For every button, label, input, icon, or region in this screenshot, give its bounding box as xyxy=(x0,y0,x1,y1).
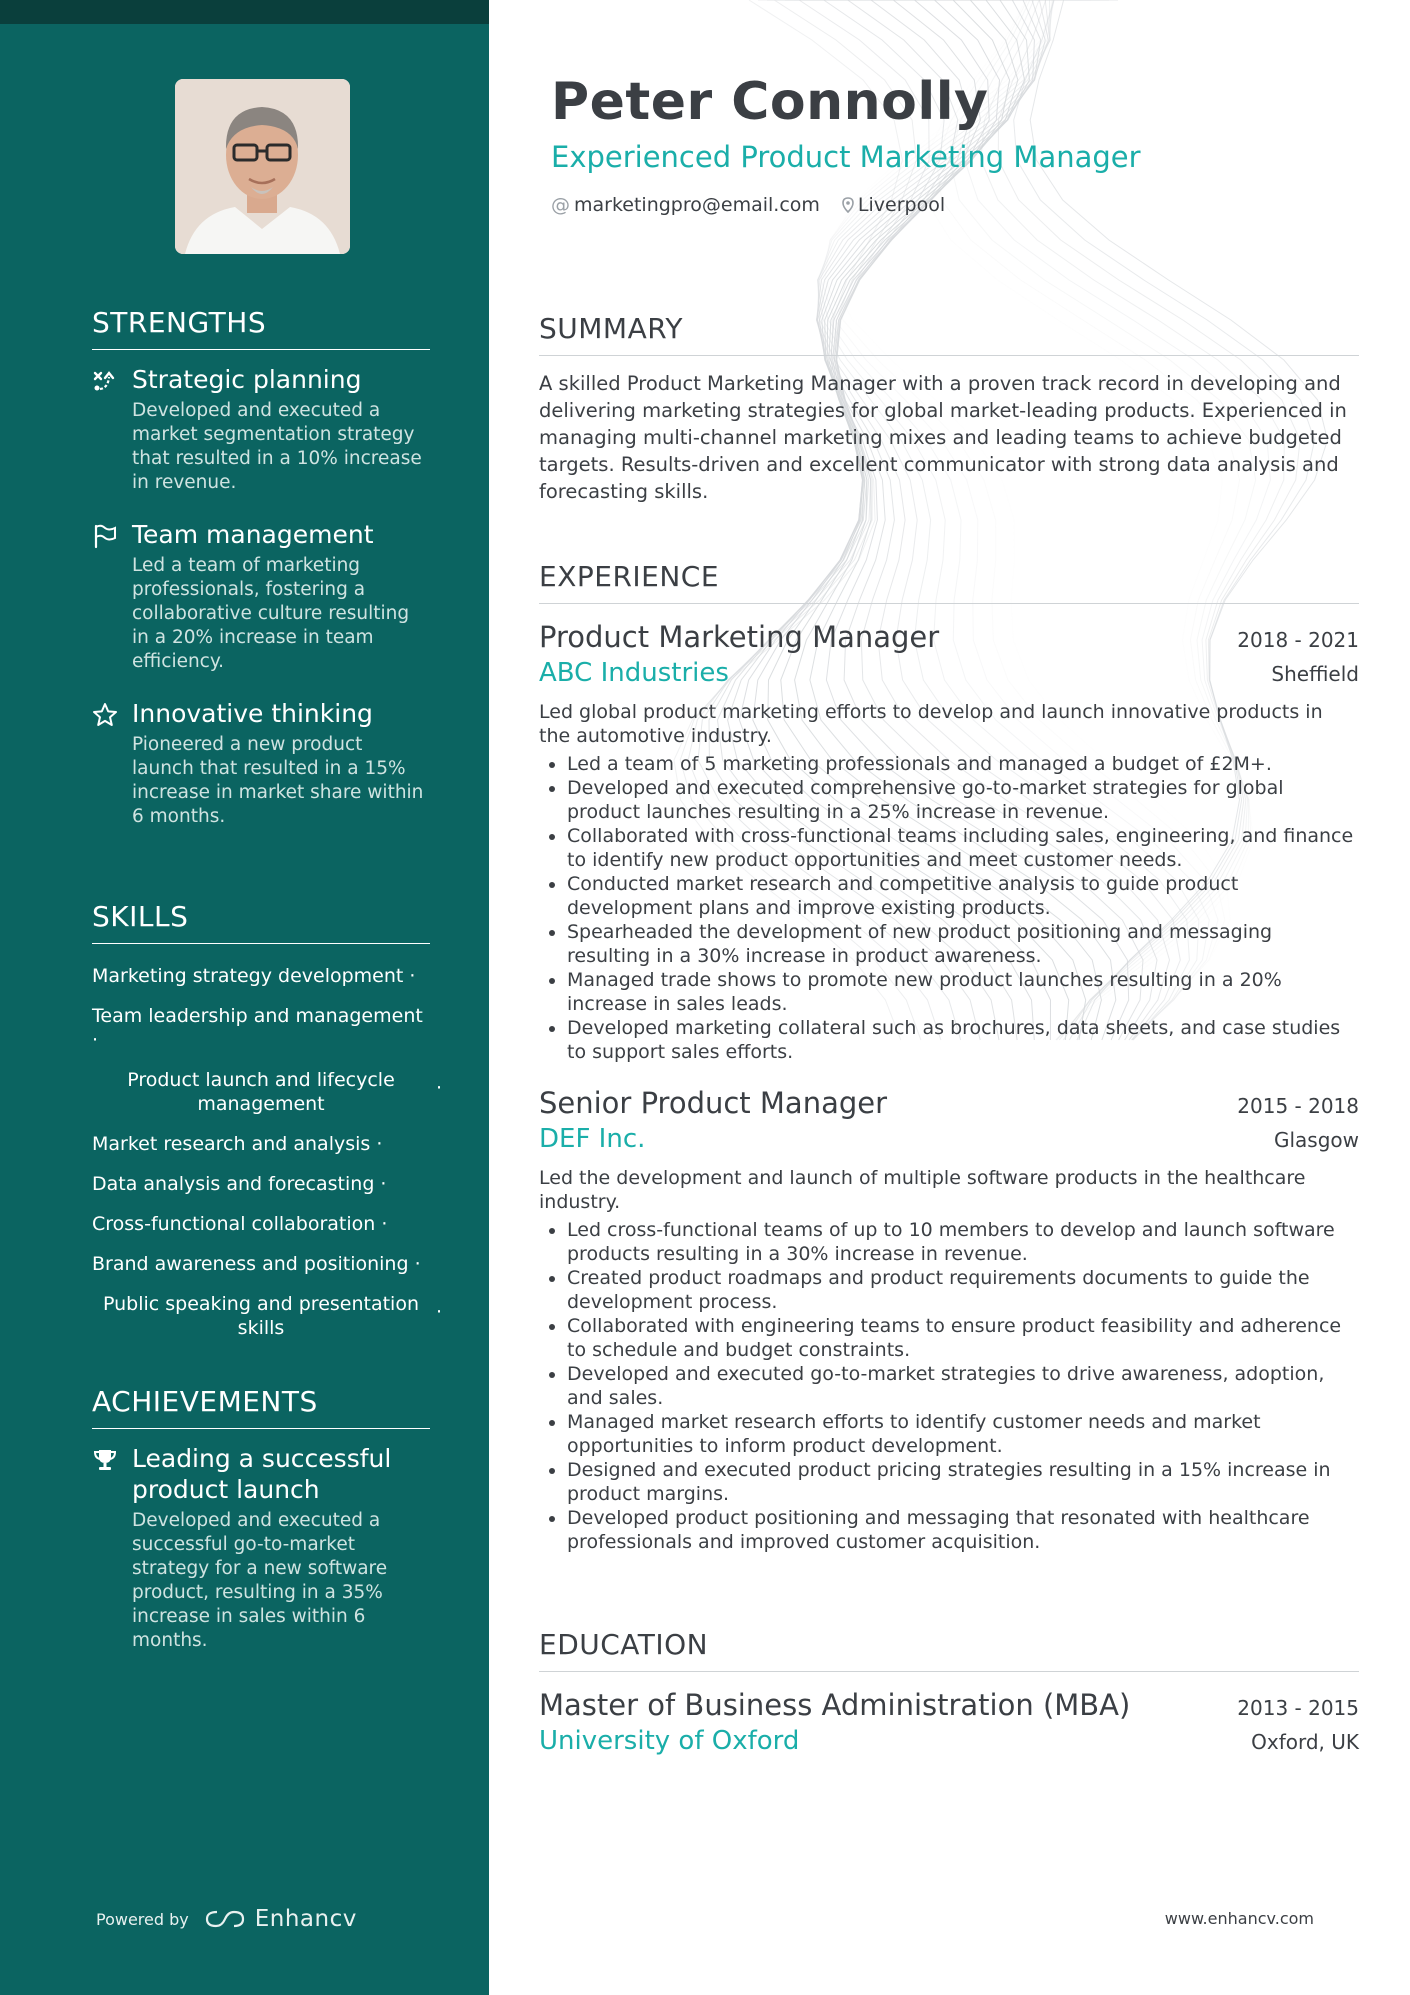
education-dates: 2013 - 2015 xyxy=(1237,1696,1359,1720)
strength-title: Strategic planning xyxy=(132,365,362,394)
star-icon xyxy=(92,702,118,728)
footer-url[interactable]: www.enhancv.com xyxy=(1164,1909,1314,1928)
achievement-title: Leading a successful product launch xyxy=(132,1444,392,1504)
job-bullet: • Led a team of 5 marketing professionals and managed a budget of £2M+. xyxy=(567,752,1359,776)
job-bullet: • Collaborated with cross-functional teams including sales, engineering, and finance to identify new product opportunities and meet customer needs. xyxy=(567,824,1359,872)
job-bullet: • Developed product positioning and messaging that resonated with healthcare professionals and improved customer acquisition. xyxy=(567,1506,1359,1554)
profile-photo xyxy=(175,79,350,254)
strength-item xyxy=(92,364,430,495)
job-dates: 2015 - 2018 xyxy=(1237,1094,1359,1118)
education-section xyxy=(539,1628,1359,1756)
job-location: Glasgow xyxy=(1273,1128,1359,1152)
skill-tag: Marketing strategy development · xyxy=(92,958,430,998)
job-bullets xyxy=(539,1218,1359,1554)
job-location: Sheffield xyxy=(1271,662,1359,686)
skills-list xyxy=(92,958,430,1350)
job-bullet: • Managed market research efforts to identify customer needs and market opportunities to inform product development. xyxy=(567,1410,1359,1458)
strength-description: Pioneered a new product launch that resulted in a 15% increase in market share within 6 months. xyxy=(132,734,424,827)
strengths-heading: STRENGTHS xyxy=(92,306,430,350)
job-bullet: • Developed marketing collateral such as brochures, data sheets, and case studies to support sales efforts. xyxy=(567,1016,1359,1064)
trophy-icon xyxy=(92,1447,118,1473)
skill-tag: Team leadership and management · xyxy=(92,998,430,1062)
achievements-section xyxy=(92,1385,430,1653)
strength-description: Led a team of marketing professionals, fostering a collaborative culture resulting in a 20% increase in team efficiency. xyxy=(132,555,410,672)
achievement-item xyxy=(92,1443,430,1653)
job-description: Led the development and launch of multiple software products in the healthcare industry. xyxy=(539,1167,1306,1213)
experience-section xyxy=(539,560,1359,1554)
skill-tag: Data analysis and forecasting · xyxy=(92,1166,430,1206)
main-content xyxy=(489,0,1410,1995)
candidate-headline: Experienced Product Marketing Manager xyxy=(551,140,1141,174)
strength-description: Developed and executed a market segmentation strategy that resulted in a 10% increase in revenue. xyxy=(132,400,422,493)
job-dates: 2018 - 2021 xyxy=(1237,628,1359,652)
flag-icon xyxy=(92,523,118,549)
email-contact[interactable] xyxy=(551,194,820,216)
location-pin-icon xyxy=(842,197,854,213)
sidebar xyxy=(0,0,489,1995)
school-location: Oxford, UK xyxy=(1251,1730,1359,1754)
job-bullet: • Led cross-functional teams of up to 10 members to develop and launch software products resulting in a 30% increase in revenue. xyxy=(567,1218,1359,1266)
strengths-section xyxy=(92,306,430,829)
job-title: Product Marketing Manager xyxy=(539,620,940,654)
enhancv-logo-icon xyxy=(203,1908,247,1930)
job-company: DEF Inc. xyxy=(539,1124,646,1154)
job-title: Senior Product Manager xyxy=(539,1086,888,1120)
job-bullet: • Created product roadmaps and product requirements documents to guide the development process. xyxy=(567,1266,1359,1314)
summary-text: A skilled Product Marketing Manager with a proven track record in developing and delivering marketing strategies for global market-leading products. Experienced in managing multi-channel marketing mixes and leading teams to achieve budgeted targets. Results-driven and excellent communicator with strong data analysis and forecasting skills. xyxy=(539,372,1347,503)
skill-tag: Public speaking and presentation skills · xyxy=(92,1286,430,1350)
job-company: ABC Industries xyxy=(539,658,729,688)
powered-by xyxy=(96,1906,357,1932)
job-bullet: • Conducted market research and competitive analysis to guide product development plans and improve existing products. xyxy=(567,872,1359,920)
education-entry xyxy=(539,1688,1359,1756)
candidate-name: Peter Connolly xyxy=(551,72,989,132)
job-bullet: • Designed and executed product pricing strategies resulting in a 15% increase in product margins. xyxy=(567,1458,1359,1506)
achievement-description: Developed and executed a successful go-to-market strategy for a new software product, resulting in a 35% increase in sales within 6 months. xyxy=(132,1510,388,1651)
skill-tag: Product launch and lifecycle management · xyxy=(92,1062,430,1126)
strength-title: Team management xyxy=(132,520,374,549)
job-bullet: • Collaborated with engineering teams to ensure product feasibility and adherence to schedule and budget constraints. xyxy=(567,1314,1359,1362)
skills-section xyxy=(92,900,430,1350)
education-heading: EDUCATION xyxy=(539,1628,1359,1672)
skill-tag: Market research and analysis · xyxy=(92,1126,430,1166)
skill-tag: Cross-functional collaboration · xyxy=(92,1206,430,1246)
strength-title: Innovative thinking xyxy=(132,699,373,728)
powered-by-label: Powered by xyxy=(96,1909,189,1929)
strategy-icon xyxy=(92,368,118,394)
job-entry xyxy=(539,620,1359,1064)
job-description: Led global product marketing efforts to develop and launch innovative products in the automotive industry. xyxy=(539,701,1323,747)
strength-item xyxy=(92,519,430,674)
enhancv-brand-text: Enhancv xyxy=(254,1906,357,1932)
skill-tag: Brand awareness and positioning · xyxy=(92,1246,430,1286)
job-entry xyxy=(539,1086,1359,1554)
job-bullet: • Developed and executed go-to-market strategies to drive awareness, adoption, and sales. xyxy=(567,1362,1359,1410)
strength-item xyxy=(92,698,430,829)
sidebar-top-bar xyxy=(0,0,489,24)
experience-heading: EXPERIENCE xyxy=(539,560,1359,604)
school-name: University of Oxford xyxy=(539,1726,800,1756)
at-icon: @ xyxy=(551,194,570,216)
contact-info xyxy=(551,194,945,216)
job-bullet: • Developed and executed comprehensive go-to-market strategies for global product launches resulting in a 25% increase in revenue. xyxy=(567,776,1359,824)
job-bullet: • Spearheaded the development of new product positioning and messaging resulting in a 30% increase in product awareness. xyxy=(567,920,1359,968)
job-bullets xyxy=(539,752,1359,1064)
summary-heading: SUMMARY xyxy=(539,312,1359,356)
enhancv-logo[interactable] xyxy=(203,1906,357,1932)
email-text: marketingpro@email.com xyxy=(574,194,820,216)
degree-title: Master of Business Administration (MBA) xyxy=(539,1688,1131,1722)
summary-section xyxy=(539,312,1359,505)
achievements-heading: ACHIEVEMENTS xyxy=(92,1385,430,1429)
location-text: Liverpool xyxy=(857,194,946,216)
skills-heading: SKILLS xyxy=(92,900,430,944)
job-bullet: • Managed trade shows to promote new product launches resulting in a 20% increase in sales leads. xyxy=(567,968,1359,1016)
location-contact xyxy=(842,194,945,216)
